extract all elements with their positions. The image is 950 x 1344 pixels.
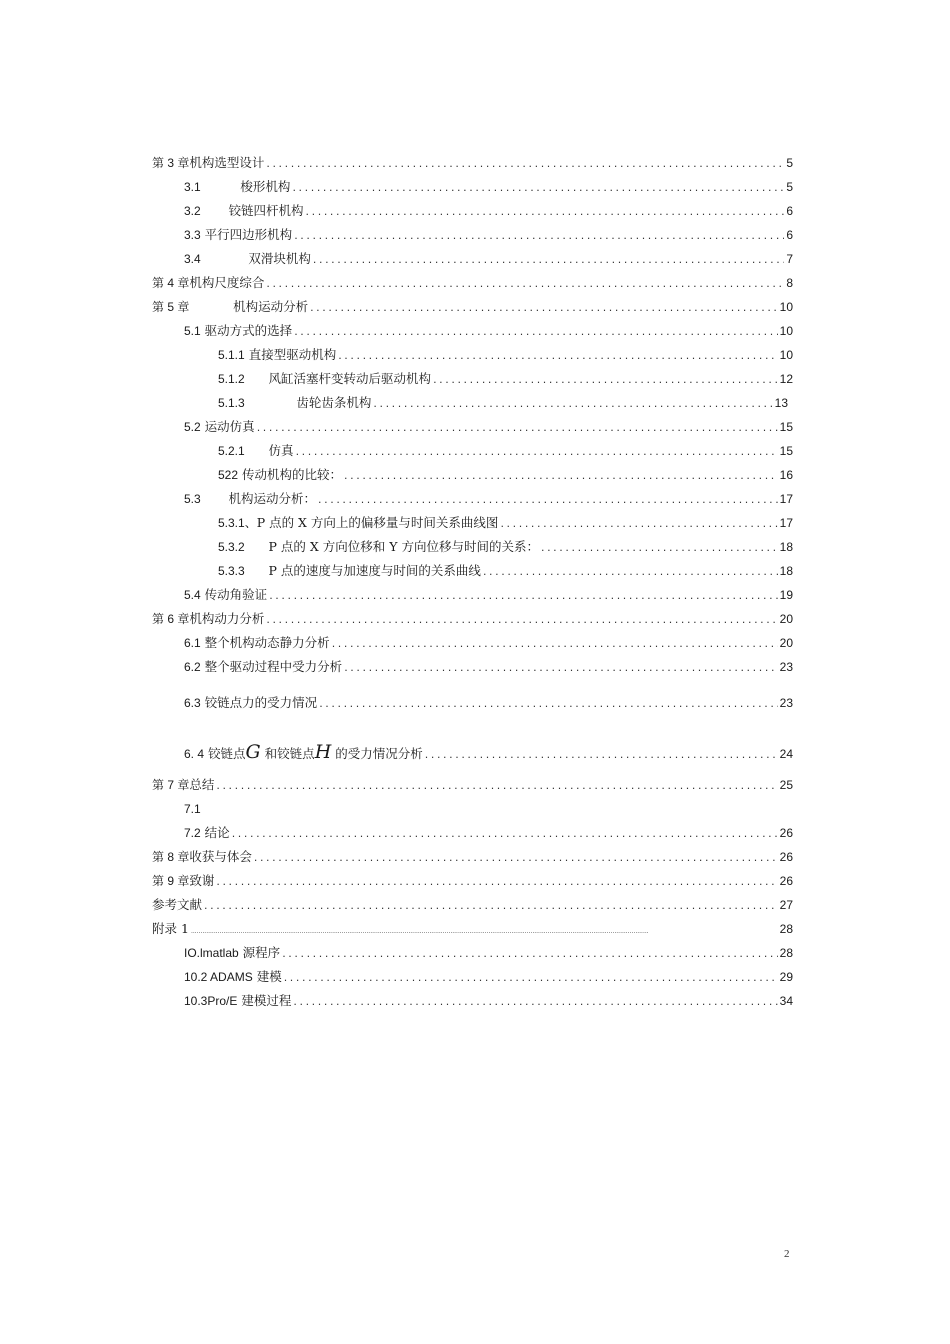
toc-entry-label	[218, 370, 431, 388]
toc-entry-number: 6. 4	[184, 747, 205, 761]
toc-entry[interactable]	[218, 562, 793, 580]
toc-entry-label	[184, 658, 342, 676]
toc-entry[interactable]	[218, 394, 788, 412]
toc-dot-leader	[294, 323, 777, 341]
toc-entry-title: 铰链四杆机构	[228, 203, 304, 218]
toc-entry-page-number: 24	[779, 747, 793, 761]
toc-entry-title: 风缸活塞杆变转动后驱动机构	[268, 371, 432, 386]
toc-entry[interactable]	[218, 442, 793, 460]
toc-entry-number: 10.3Pro/E	[184, 994, 238, 1008]
toc-entry-title: 运动仿真	[204, 419, 255, 434]
toc-dot-leader	[282, 945, 777, 963]
toc-entry[interactable]	[184, 740, 793, 764]
toc-entry-title: 源程序	[242, 945, 281, 960]
toc-entry-title: P 点的 X 方向上的偏移量与时间关系曲线图	[256, 515, 499, 530]
toc-dot-leader	[332, 635, 778, 653]
toc-dot-leader	[373, 395, 772, 413]
toc-entry-page-number: 15	[779, 420, 793, 434]
toc-dot-leader	[344, 659, 777, 677]
toc-entry[interactable]	[152, 274, 793, 292]
toc-dot-leader	[232, 825, 778, 843]
toc-dot-leader	[257, 419, 778, 437]
toc-entry-label	[218, 346, 336, 364]
hinge-point-g-symbol: G	[245, 741, 261, 763]
toc-entry[interactable]	[184, 694, 793, 712]
toc-entry-title: 结论	[204, 825, 230, 840]
toc-entry-page-number: 34	[779, 994, 793, 1008]
toc-entry-spacing	[201, 491, 229, 506]
toc-entry[interactable]	[152, 920, 793, 938]
toc-entry-label	[152, 896, 202, 914]
toc-entry-number: 6.3	[184, 696, 201, 710]
toc-entry-title: 整个驱动过程中受力分析	[204, 659, 343, 674]
toc-entry-label	[152, 920, 189, 938]
toc-entry[interactable]	[184, 202, 793, 220]
toc-entry-page-number: 28	[779, 922, 793, 936]
toc-entry-number: 3.4	[184, 252, 201, 266]
toc-entry-number: 第 6 章	[152, 612, 190, 626]
toc-dot-leader	[191, 923, 778, 941]
toc-entry-title: 铰链点力的受力情况	[204, 695, 318, 710]
toc-entry-title: 参考文献	[152, 897, 203, 912]
toc-entry-label	[184, 968, 282, 986]
toc-entry-page-number: 18	[779, 564, 793, 578]
toc-entry-page-number: 15	[779, 444, 793, 458]
toc-entry-number: 5.3.2	[218, 540, 245, 554]
toc-entry-spacing	[201, 179, 241, 194]
toc-entry-number: 3.1	[184, 180, 201, 194]
toc-entry[interactable]	[152, 896, 793, 914]
toc-entry[interactable]	[184, 490, 793, 508]
toc-entry-number: 5.1.2	[218, 372, 245, 386]
toc-entry[interactable]	[218, 538, 793, 556]
hinge-point-h-symbol: H	[314, 741, 332, 763]
toc-dot-leader	[292, 179, 784, 197]
toc-entry-page-number: 27	[779, 898, 793, 912]
toc-entry-spacing	[189, 299, 233, 314]
toc-entry-page-number: 29	[779, 970, 793, 984]
toc-entry-page-number: 6	[786, 204, 793, 218]
toc-entry-title: 传动角验证	[204, 587, 268, 602]
toc-entry-title: 铰链点	[208, 746, 246, 761]
toc-dot-leader	[266, 275, 784, 293]
toc-entry[interactable]	[184, 992, 793, 1010]
toc-entry-page-number: 5	[786, 180, 793, 194]
toc-entry-number: 第 8 章	[152, 850, 190, 864]
toc-entry-title: 双滑块机构	[248, 251, 311, 266]
toc-entry-title: 直接型驱动机构	[248, 347, 337, 362]
toc-entry-title: 收获与体会	[189, 849, 252, 864]
toc-entry-number: 522	[218, 468, 239, 482]
toc-entry-label	[184, 178, 290, 196]
toc-entry-page-number: 6	[786, 228, 793, 242]
toc-entry[interactable]	[152, 872, 793, 890]
toc-entry-title-mid: 和铰链点	[260, 746, 315, 761]
toc-entry-label	[218, 562, 481, 580]
toc-entry-page-number: 26	[779, 874, 793, 888]
toc-entry-page-number: 10	[779, 348, 793, 362]
toc-entry-title: 机构选型设计	[189, 155, 265, 170]
toc-entry-title: 齿轮齿条机构	[296, 395, 372, 410]
toc-dot-leader	[338, 347, 777, 365]
toc-entry-number: 5.3	[184, 492, 201, 506]
toc-entry-label	[152, 298, 308, 316]
toc-entry-page-number: 18	[779, 540, 793, 554]
toc-dot-leader	[306, 203, 785, 221]
toc-entry-number: 第 4 章	[152, 276, 190, 290]
toc-entry-spacing	[245, 539, 269, 554]
toc-entry-spacing	[201, 203, 229, 218]
toc-entry[interactable]	[184, 824, 793, 842]
toc-entry[interactable]	[184, 800, 793, 818]
toc-dot-leader	[310, 299, 778, 317]
toc-entry-number: 5.1.3	[218, 396, 245, 410]
toc-entry-title: 驱动方式的选择	[204, 323, 293, 338]
toc-entry-number: 第 5 章	[152, 300, 190, 314]
toc-dot-leader	[425, 743, 778, 767]
toc-entry-page-number: 8	[786, 276, 793, 290]
toc-dot-leader	[313, 251, 784, 269]
toc-entry-spacing	[245, 395, 297, 410]
toc-dot-leader	[319, 695, 777, 713]
toc-entry-label	[184, 824, 230, 842]
toc-entry-page-number: 10	[779, 300, 793, 314]
toc-entry-title: 致谢	[189, 873, 215, 888]
toc-entry-number: 第 9 章	[152, 874, 190, 888]
toc-entry-label	[184, 226, 292, 244]
toc-entry-label	[184, 740, 423, 766]
toc-entry-number: 5.2	[184, 420, 201, 434]
page-number: 2	[784, 1248, 790, 1260]
toc-dot-leader	[204, 897, 778, 915]
toc-entry[interactable]	[152, 610, 793, 628]
toc-entry-number: 5.3.3	[218, 564, 245, 578]
toc-entry-page-number: 16	[779, 468, 793, 482]
toc-dot-leader	[296, 443, 778, 461]
toc-dot-leader	[541, 539, 778, 557]
toc-entry-number: 6.2	[184, 660, 201, 674]
toc-entry[interactable]	[218, 514, 793, 532]
toc-entry-number: 第 7 章	[152, 778, 190, 792]
toc-entry-title: P 点的速度与加速度与时间的关系曲线	[268, 563, 481, 578]
toc-entry-title: 机构尺度综合	[189, 275, 265, 290]
toc-entry-title: 仿真	[268, 443, 294, 458]
toc-entry-page-number: 25	[779, 778, 793, 792]
toc-entry-label	[184, 250, 311, 268]
toc-entry-label	[152, 872, 214, 890]
toc-entry-title: 机构运动分析	[233, 299, 309, 314]
toc-entry[interactable]	[218, 466, 793, 484]
toc-entry-number: 6.1	[184, 636, 201, 650]
toc-entry-label	[184, 944, 280, 962]
toc-entry-page-number: 23	[779, 696, 793, 710]
toc-entry-label	[184, 322, 292, 340]
toc-entry-number: 7.1	[184, 802, 201, 816]
toc-entry-label	[184, 800, 201, 818]
toc-entry-title-tail: 的受力情况分析	[331, 746, 423, 761]
toc-entry-number: 5.4	[184, 588, 201, 602]
toc-entry[interactable]	[184, 250, 793, 268]
toc-entry-page-number: 20	[779, 612, 793, 626]
toc-entry-title: 机构运动分析：	[228, 491, 317, 506]
toc-entry-label	[218, 442, 294, 460]
toc-dot-leader	[294, 227, 784, 245]
toc-entry-label	[218, 394, 371, 412]
toc-entry-label	[152, 776, 214, 794]
toc-entry-label	[184, 418, 255, 436]
toc-entry-title: 总结	[189, 777, 215, 792]
toc-entry-label	[184, 202, 304, 220]
toc-entry-page-number: 13	[774, 396, 788, 410]
toc-entry-title: 梭形机构	[240, 179, 291, 194]
toc-entry-label	[184, 490, 316, 508]
toc-entry-number: 5.2.1	[218, 444, 245, 458]
toc-entry-spacing	[245, 443, 269, 458]
toc-entry-number: 5.3.1、	[218, 516, 257, 530]
toc-entry-number: 5.1	[184, 324, 201, 338]
toc-entry-title: 平行四边形机构	[204, 227, 293, 242]
toc-entry-label	[184, 634, 330, 652]
toc-entry-page-number: 7	[786, 252, 793, 266]
toc-dot-leader	[344, 467, 778, 485]
toc-entry-page-number: 28	[779, 946, 793, 960]
toc-dot-leader	[216, 873, 777, 891]
toc-entry-number: 5.1.1	[218, 348, 245, 362]
toc-entry-title: P 点的 X 方向位移和 Y 方向位移与时间的关系：	[268, 539, 539, 554]
toc-entry[interactable]	[184, 658, 793, 676]
toc-entry-page-number: 26	[779, 850, 793, 864]
toc-entry-spacing	[245, 563, 269, 578]
toc-entry-page-number: 26	[779, 826, 793, 840]
toc-entry-page-number: 19	[779, 588, 793, 602]
toc-entry-spacing	[245, 371, 269, 386]
toc-dot-leader	[500, 515, 777, 533]
toc-entry-label	[152, 610, 264, 628]
toc-entry-label	[218, 514, 498, 532]
toc-entry[interactable]	[152, 154, 793, 172]
toc-entry-number: 10.2 ADAMS	[184, 970, 253, 984]
toc-entry-page-number: 17	[779, 516, 793, 530]
toc-dot-leader	[216, 777, 777, 795]
toc-entry[interactable]	[184, 586, 793, 604]
toc-entry-page-number: 12	[779, 372, 793, 386]
toc-dot-leader	[266, 155, 784, 173]
toc-entry-title: 传动机构的比较：	[242, 467, 343, 482]
toc-entry-title: 建模	[256, 969, 282, 984]
toc-entry[interactable]	[152, 776, 793, 794]
toc-entry-page-number: 23	[779, 660, 793, 674]
toc-entry-label	[152, 274, 264, 292]
toc-entry-number: IO.lmatlab	[184, 946, 239, 960]
toc-entry-page-number: 10	[779, 324, 793, 338]
toc-entry[interactable]	[184, 178, 793, 196]
toc-entry[interactable]	[184, 634, 793, 652]
toc-entry[interactable]	[184, 968, 793, 986]
toc-entry-page-number: 5	[786, 156, 793, 170]
toc-entry[interactable]	[184, 322, 793, 340]
toc-entry-number: 3.3	[184, 228, 201, 242]
toc-dot-leader	[483, 563, 778, 581]
toc-dot-leader	[293, 993, 777, 1011]
toc-entry-title: 建模过程	[241, 993, 292, 1008]
toc-dot-leader	[433, 371, 778, 389]
toc-dot-leader	[254, 849, 778, 867]
toc-entry-spacing	[201, 251, 249, 266]
toc-entry[interactable]	[184, 226, 793, 244]
toc-entry-label	[218, 538, 539, 556]
toc-dot-leader	[269, 587, 777, 605]
toc-dot-leader	[318, 491, 778, 509]
toc-entry-page-number: 20	[779, 636, 793, 650]
toc-entry-number: 3.2	[184, 204, 201, 218]
toc-entry-label	[184, 694, 317, 712]
toc-entry-label	[184, 586, 267, 604]
toc-dot-leader	[266, 611, 777, 629]
toc-dot-leader	[284, 969, 778, 987]
toc-entry-number: 7.2	[184, 826, 201, 840]
toc-entry[interactable]	[184, 418, 793, 436]
toc-entry-number: 第 3 章	[152, 156, 190, 170]
toc-entry-title: 附录 1	[152, 921, 189, 936]
toc-entry[interactable]	[152, 298, 793, 316]
toc-entry-title: 整个机构动态静力分析	[204, 635, 330, 650]
toc-entry[interactable]	[152, 848, 793, 866]
toc-entry-page-number: 17	[779, 492, 793, 506]
toc-entry-title: 机构动力分析	[189, 611, 265, 626]
toc-entry[interactable]	[184, 944, 793, 962]
toc-entry[interactable]	[218, 346, 793, 364]
toc-entry-label	[184, 992, 291, 1010]
toc-entry-label	[152, 154, 264, 172]
toc-entry-label	[152, 848, 252, 866]
toc-entry-label	[218, 466, 342, 484]
toc-entry[interactable]	[218, 370, 793, 388]
